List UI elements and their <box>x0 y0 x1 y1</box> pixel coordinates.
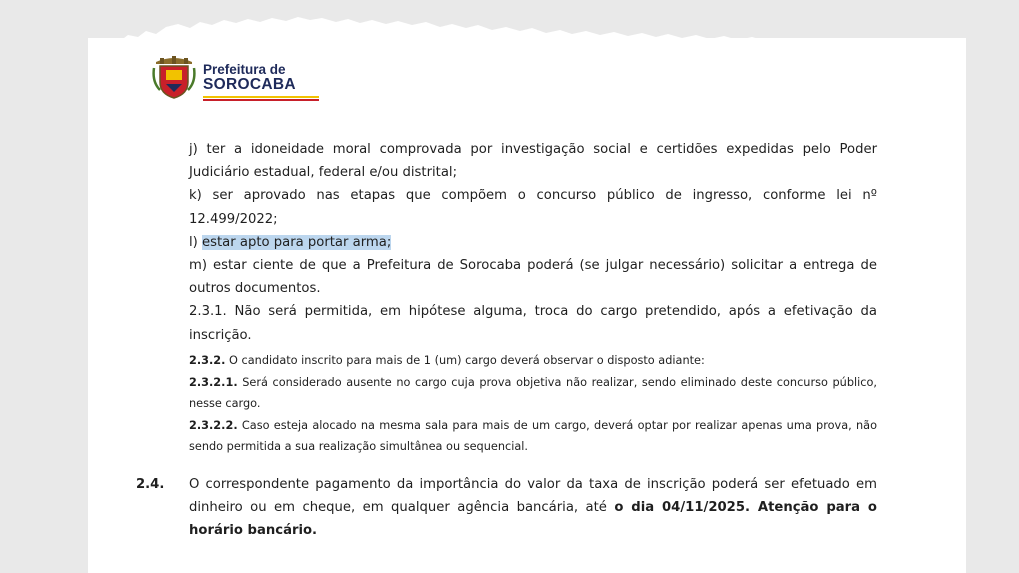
item-l-prefix: l) <box>189 234 203 250</box>
highlighted-text: estar apto para portar arma; <box>202 234 392 250</box>
logo-text-line2: SOROCABA <box>203 76 296 93</box>
paragraph-item-m: m) estar ciente de que a Prefeitura de Sorocaba poderá (se julgar necessário) solicitar a entrega de outros documentos. <box>189 258 877 297</box>
item-2-3-2-1-label: 2.3.2.1. <box>189 375 238 389</box>
item-2-3-2-2-label: 2.3.2.2. <box>189 418 238 432</box>
sorocaba-logo <box>150 52 325 104</box>
coat-of-arms-icon <box>152 54 196 100</box>
section-2-4-body: O correspondente pagamento da importância do valor da taxa de inscrição poderá ser efetuado em dinheiro ou em cheque, em qualquer agência bancária, até <box>189 477 877 516</box>
paragraph-item-2-3-2-2 <box>189 415 877 457</box>
section-2-4-number: 2.4. <box>136 477 165 492</box>
item-2-3-2-text: O candidato inscrito para mais de 1 (um) cargo deverá observar o disposto adiante: <box>225 353 705 367</box>
paragraph-item-l <box>189 231 877 254</box>
paragraph-item-2-3-2 <box>189 350 877 371</box>
logo-red-stripe <box>203 99 319 101</box>
section-2-4-text <box>189 473 877 543</box>
section-2-4-bold: o dia 04/11/2025. Atenção para o horário bancário. <box>189 500 877 539</box>
logo-text-line1: Prefeitura de <box>203 62 286 77</box>
logo-yellow-stripe <box>203 96 319 98</box>
item-2-3-2-2-text: Caso esteja alocado na mesma sala para mais de um cargo, deverá optar por realizar apenas uma prova, não sendo permitida a sua realização simultânea ou sequencial. <box>189 418 877 453</box>
item-2-3-2-1-text: Será considerado ausente no cargo cuja prova objetiva não realizar, sendo eliminado deste concurso público, nesse cargo. <box>189 375 877 410</box>
paragraph-item-k: k) ser aprovado nas etapas que compõem o concurso público de ingresso, conforme lei nº 12.499/2022; <box>189 188 877 227</box>
paragraph-item-2-3-2-1 <box>189 372 877 414</box>
document-body <box>189 138 877 457</box>
paragraph-item-j: j) ter a idoneidade moral comprovada por investigação social e certidões expedidas pelo Poder Judiciário estadual, federal e/ou distrital; <box>189 142 877 181</box>
paragraph-item-2-3-1: 2.3.1. Não será permitida, em hipótese alguma, troca do cargo pretendido, após a efetivação da inscrição. <box>189 304 877 343</box>
item-2-3-2-label: 2.3.2. <box>189 353 226 367</box>
